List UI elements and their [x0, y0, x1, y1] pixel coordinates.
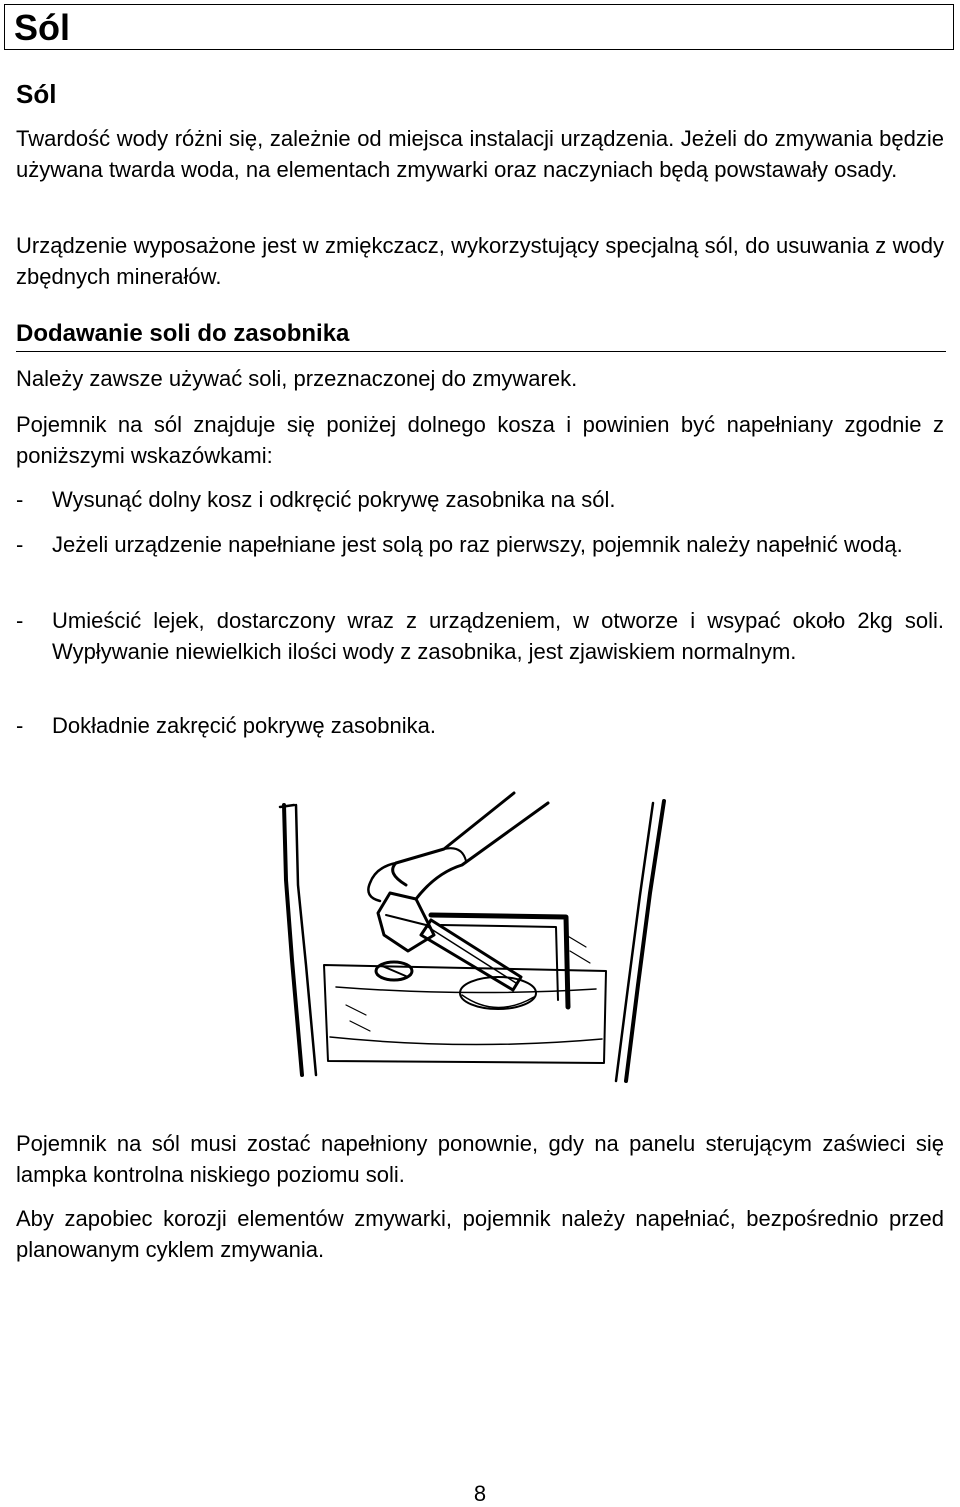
list-item-text: Jeżeli urządzenie napełniane jest solą po raz pierwszy, pojemnik należy napełnić wodą.: [52, 532, 903, 557]
list-item: [16, 530, 944, 561]
subheading-rule: [16, 351, 946, 352]
paragraph-corrosion: Aby zapobiec korozji elementów zmywarki, pojemnik należy napełniać, bezpośrednio przed planowanym cyklem zmywania.: [16, 1206, 944, 1262]
list-item: [16, 711, 944, 742]
page-title-box: [4, 4, 954, 50]
list-dash: -: [16, 713, 24, 738]
list-dash: -: [16, 532, 24, 557]
paragraph-salt-container: Pojemnik na sól znajduje się poniżej dolnego kosza i powinien być napełniany zgodnie z poniższymi wskazówkami:: [16, 412, 944, 468]
paragraph-softener: Urządzenie wyposażone jest w zmiękczacz, wykorzystujący specjalną sól, do usuwania z wody zbędnych minerałów.: [16, 233, 944, 289]
list-dash: -: [16, 487, 24, 512]
list-item: [16, 606, 944, 667]
list-item-text: Wysunąć dolny kosz i odkręcić pokrywę zasobnika na sól.: [52, 487, 616, 512]
page-number: 8: [473, 1481, 487, 1506]
list-item-text: Umieścić lejek, dostarczony wraz z urządzeniem, w otworze i wsypać około 2kg soli. Wypływanie niewielkich ilości wody z zasobnika, jest zjawiskiem normalnym.: [52, 608, 944, 664]
page-title: Sól: [14, 7, 71, 48]
list-item: [16, 485, 944, 516]
list-item-text: Dokładnie zakręcić pokrywę zasobnika.: [52, 713, 436, 738]
salt-filling-illustration: [266, 775, 682, 1098]
subheading-adding-salt: Dodawanie soli do zasobnika: [16, 320, 350, 347]
list-dash: -: [16, 608, 24, 633]
section-heading: Sól: [16, 79, 57, 109]
paragraph-refill-indicator: Pojemnik na sól musi zostać napełniony ponownie, gdy na panelu sterującym zaświeci się lampka kontrolna niskiego poziomu soli.: [16, 1131, 944, 1187]
paragraph-water-hardness: Twardość wody różni się, zależnie od miejsca instalacji urządzenia. Jeżeli do zmywania będzie używana twarda woda, na elementach zmywarki oraz naczyniach będą powstawały osady.: [16, 126, 944, 182]
paragraph-use-salt: Należy zawsze używać soli, przeznaczonej do zmywarek.: [16, 366, 578, 391]
